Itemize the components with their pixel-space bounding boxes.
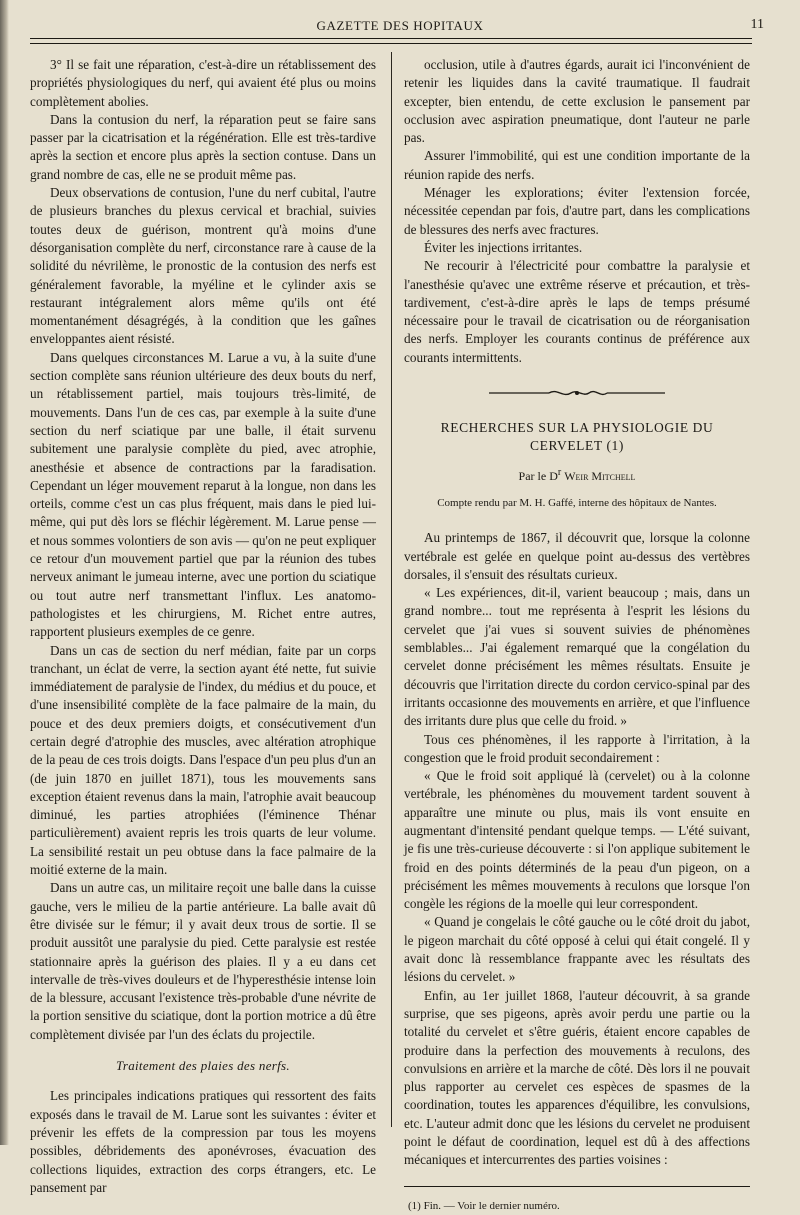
paragraph: « Que le froid soit appliqué là (cervelet) ou à la colonne vertébrale, les phénomènes du mouvement tardent souvent à apparaître une minute ou plus, mais ils vont ensuite en augmentant d'intensité pendant quelque temps. — L'été suivant, je fis une très-curieuse découverte : si l'on applique subitement le froid en des points déterminés de la peau d'un pigeon, on a précisément les mêmes mouvements à reculons que lorsque l'on congèle les régions de la moelle qui leur correspondent. — [404, 768, 750, 912]
journal-title: GAZETTE DES HOPITAUX — [316, 18, 484, 33]
paragraph: Ménager les explorations; éviter l'extension forcée, nécessitée cependan par fois, d'autre part, dans les complications de blessures des nerfs avec fractures. — [404, 185, 750, 237]
page-binding-edge — [0, 0, 9, 1145]
paragraph: Dans un cas de section du nerf médian, faite par un corps tranchant, un éclat de verre, la section ayant été nette, fut suivie immédiatement de paralysie de l'index, du médius et du pouce, et d'une insensibilité complète de la face palmaire de la main, du pouce et des deux premiers doigts, et consécutivement d'un certain degré d'atrophie des muscles, avec altération atrophique de la peau de ces trois doigts. Dans l'espace d'un peu plus d'un an (de juin 1870 en juillet 1871), tous les mouvements sans exception étaient revenus dans la main, l'atrophie avait beaucoup diminué, les parties atrophiées (l'éminence Thénar particulièrement) avaient repris les trois quarts de leur volume. La sensibilité restait un peu obtuse dans la face palmaire de la moitié externe de la main. — [30, 642, 376, 878]
footnote: (1) Fin. — Voir le dernier numéro. — [408, 1199, 560, 1212]
paragraph: Les principales indications pratiques qui ressortent des faits exposés dans le travail de M. Larue sont les suivantes : éviter et prévenir les effets de la compression par tous les moyens possibles, débridements des aponévroses, évacuation des collections liquides, extraction des corps étrangers, etc. Le pansement par — [30, 1088, 376, 1195]
paragraph: « Les expériences, dit-il, varient beaucoup ; mais, dans un grand nombre... tout me représenta à l'esprit les lésions du cervelet que j'ai vues si souvent suivies de phénomènes semblables... J'ai également remarqué que la congélation du cervelet donne précisément les mêmes résultats. Ensuite je découvris que l'irritation directe du cordon cervico-spinal par des irritants occasionne des mouvements en arrière, et que l'influence des irritants dure plus que celle du froid. » — [404, 585, 750, 729]
left-column — [30, 56, 376, 1197]
paragraph: Enfin, au 1er juillet 1868, l'auteur découvrit, à sa grande surprise, que ses pigeons, après avoir perdu une partie ou la totalité du cervelet et s'être guéris, étaient encore capables de produire dans la perfection des mouvements à reculons, des convulsions en arrière et la marche de côté. Dès lors il ne pouvait plus rapporter au cervelet ces espèces de spasmes de la coordination, toutes les apparences d'équilibre, les convulsions, etc. L'auteur admit donc que les lésions du cervelet ne produisent point le défaut de coordination, lequel est dû à des affections mécaniques et intercurrentes des parties voisines : — [404, 987, 750, 1168]
column-divider — [391, 52, 392, 1127]
paragraph: 3° Il se fait une réparation, c'est-à-dire un rétablissement des propriétés physiologiques du nerf, qui avaient été plus ou moins complètement abolies. — [30, 57, 376, 109]
page-number: 11 — [750, 17, 764, 32]
right-column — [404, 56, 750, 1215]
paragraph: Assurer l'immobilité, qui est une condition importante de la réunion rapide des nerfs. — [404, 148, 750, 182]
header-rule — [30, 38, 752, 44]
byline-sup: r — [557, 466, 562, 478]
paragraph: Ne recourir à l'électricité pour combattre la paralysie et l'anesthésie qu'avec une extrême réserve et précaution, et très-tardivement, c'est-à-dire après le laps de temps présumé nécessaire pour le travail de cicatrisation ou de réorganisation des nerfs. Employer les courants continus de préférence aux courants intermittents. — [404, 258, 750, 365]
paragraph: Dans quelques circonstances M. Larue a vu, à la suite d'une section complète sans réunion ultérieure des deux bouts du nerf, un rétablissement partiel, mais toujours très-limité, de mouvements. Dans l'un de ces cas, par exemple à la suite d'une section du nerf sciatique par une balle, il était survenu subitement une paralysie complète du pied, avec atrophie, anesthésie et absence de contractions par la faradisation. Cependant un léger mouvement reparut à la longue, non dans les orteils, comme c'est un cas plus fréquent, mais dans le pied lui-même, qui put dès lors se fléchir légèrement. M. Larue pense — et nous sommes volontiers de son avis — qu'on ne peut expliquer ce retour d'un mouvement partiel que par la réunion des tubes nerveux animant le jumeau interne, avec une portion du sciatique ou tout autre nerf transmettant l'influx. Les anatomo-pathologistes et les chirurgiens, M. Richet entre autres, rapportent plusieurs exemples de ce genre. — [30, 349, 376, 640]
paragraph: Tous ces phénomènes, il les rapporte à l'irritation, à la congestion que le froid produit secondairement : — [404, 731, 750, 765]
page-header — [30, 12, 770, 38]
paragraph: « Quand je congelais le côté gauche ou le côté droit du jabot, le pigeon marchait du côté opposé à celui qui était congelé. Il y avait donc là ressemblance frappante avec les résultats des lésions du cervelet. » — [404, 914, 750, 985]
ornament-divider — [487, 387, 667, 399]
paragraph: Éviter les injections irritantes. — [424, 239, 583, 255]
paragraph: Deux observations de contusion, l'une du nerf cubital, l'autre de plusieurs branches du plexus cervical et brachial, suivies toutes deux de guérison, montrent qu'à moins d'une désorganisation complète du nerf, circonstance rare à cause de la solidité du névrilème, le pronostic de la contusion des nerfs est généralement favorable, la myéline et le cylinder axis se restaurant intégralement alors même qu'ils ont été momentanément désagrégés, à la condition que les gaînes enveloppantes aient résisté. — [30, 185, 376, 347]
article-title: RECHERCHES SUR LA PHYSIOLOGIE DU CERVELET (1) — [440, 420, 714, 454]
paragraph: Dans un autre cas, un militaire reçoit une balle dans la cuisse gauche, vers le milieu de la partie antérieure. La balle avait dû être divisée sur le fémur; il y avait deux trous de sortie. Il se produit aussitôt une paralysie du pied. Cette paralysie est restée stationnaire après la guérison des plaies. Il y a eu dans cet intervalle de très-vives douleurs et de l'hyperesthésie intense loin de la blessure, accusant l'existence très-probable d'une névrite de la portion sensitive du sciatique, dont la portion motrice a dû être complètement divisée par l'un des éclats du projectile. — [30, 880, 376, 1042]
byline-prefix: Par le D — [518, 468, 558, 483]
compte-rendu-line: Compte rendu par M. H. Gaffé, interne des hôpitaux de Nantes. — [437, 496, 717, 509]
paragraph: Dans la contusion du nerf, la réparation peut se faire sans passer par la cicatrisation et la régénération. Elle est très-tardive après la section et encore plus après la section contuse. Dans un grand nombre de cas, elle ne se produit même pas. — [30, 111, 376, 182]
section-subheading: Traitement des plaies des nerfs. — [116, 1058, 290, 1074]
footnote-rule — [404, 1186, 750, 1187]
article-byline — [404, 464, 750, 485]
paragraph: occlusion, utile à d'autres égards, aurait ici l'inconvénient de retenir les liquides dans la cavité traumatique. Il faudrait excepter, bien entendu, de cette exclusion le pansement par occlusion avec aspiration pneumatique, dont l'auteur ne parle pas. — [404, 57, 750, 146]
author-name: Weir Mitchell — [564, 468, 636, 483]
paragraph: Au printemps de 1867, il découvrit que, lorsque la colonne vertébrale est gelée en quelque point au-dessus des vertèbres dorsales, il s'ensuit des résultats curieux. — [404, 530, 750, 582]
